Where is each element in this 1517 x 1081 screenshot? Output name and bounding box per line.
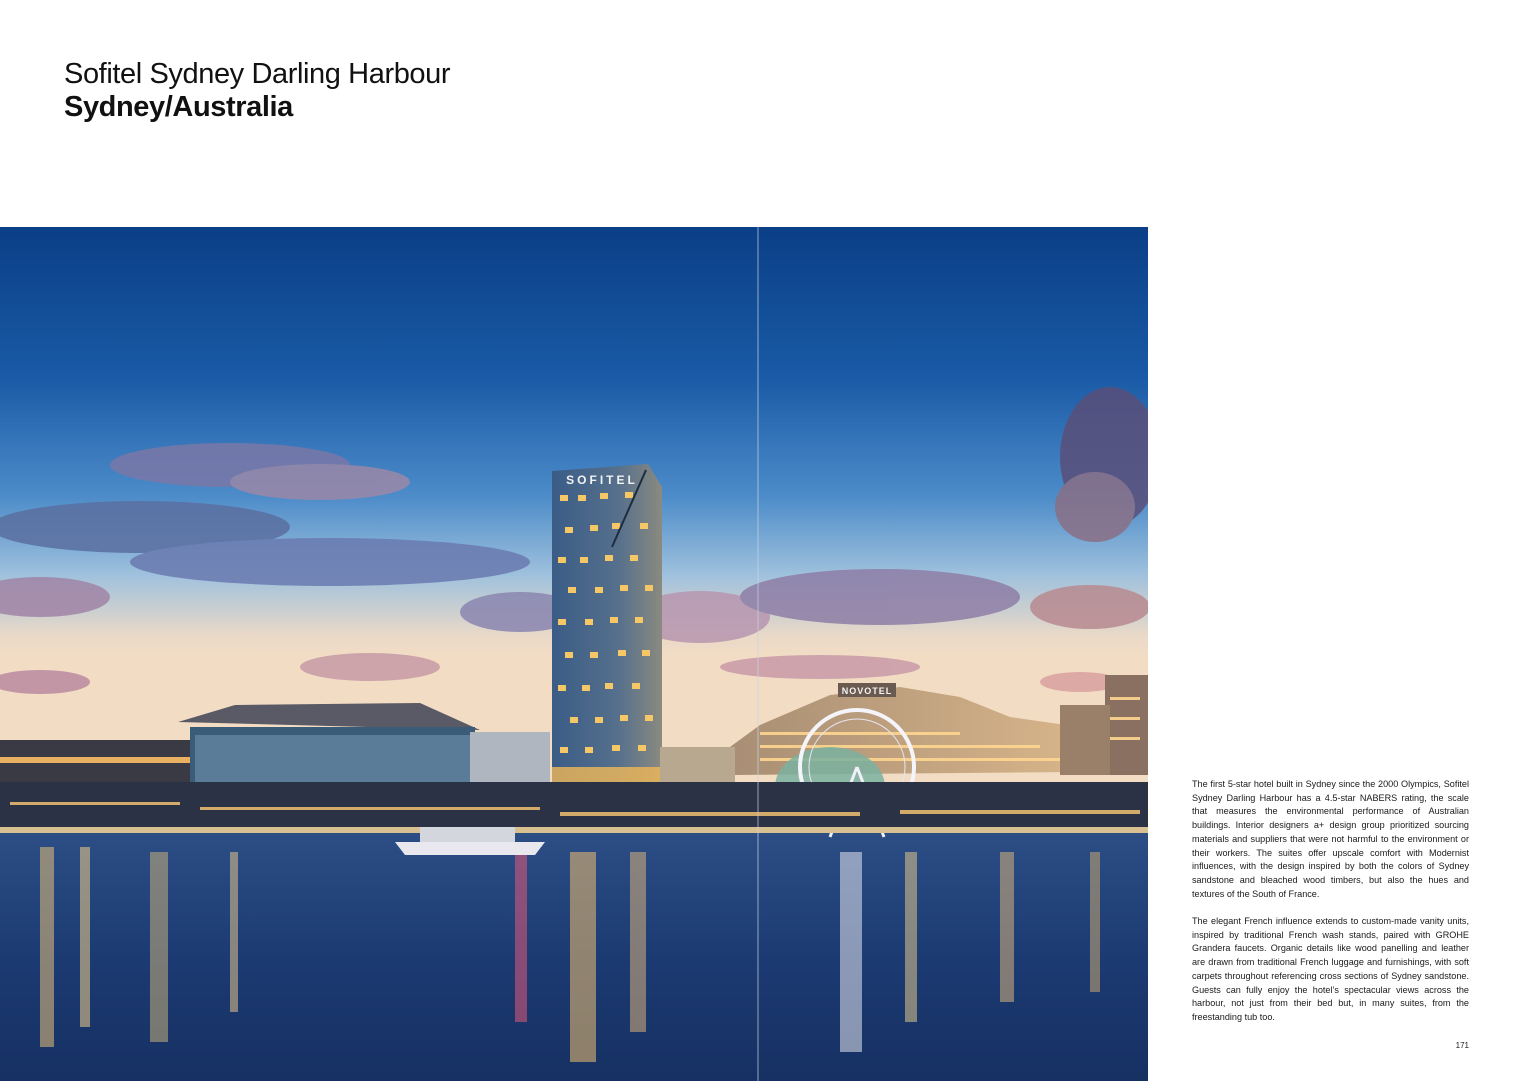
article-body [1192, 778, 1469, 1038]
page-title: Sofitel Sydney Darling Harbour [64, 58, 451, 90]
article-paragraph: The first 5-star hotel built in Sydney since the 2000 Olympics, Sofitel Sydney Darling Harbour has a 4.5-star NABERS rating, the scale that measures the environmental performance of Australian buildings. Interior designers a+ design group prioritized sourcing materials and suppliers that were not harmful to the environment or their workers. The suites offer upscale comfort with Modernist influences, with the design inspired by both the colors of Sydney sandstone and bleached wood timbers, but also the hues and textures of the South of France. [1192, 779, 1469, 899]
waterfront-promenade [0, 782, 1148, 830]
article-paragraph: The elegant French influence extends to custom-made vanity units, inspired by traditional French wash stands, paired with GROHE Grandera faucets. Organic details like wood panelling and leather are drawn from traditional French luggage and furnishings, with soft carpets throughout referencing cross sections of Sydney sandstone. Guests can fully enjoy the hotel’s spectacular views across the harbour, not just from their bed but, in many suites, from the freestanding tub too. [1192, 916, 1469, 1022]
harbour-photo [0, 227, 1148, 1081]
page-number: 171 [1455, 1041, 1469, 1050]
sofitel-sign: SOFITEL [566, 473, 638, 487]
novotel-sign: NOVOTEL [841, 686, 893, 696]
title-block [64, 58, 450, 123]
sofitel-tower [552, 464, 662, 785]
page-subtitle-location: Sydney/Australia [64, 91, 293, 123]
